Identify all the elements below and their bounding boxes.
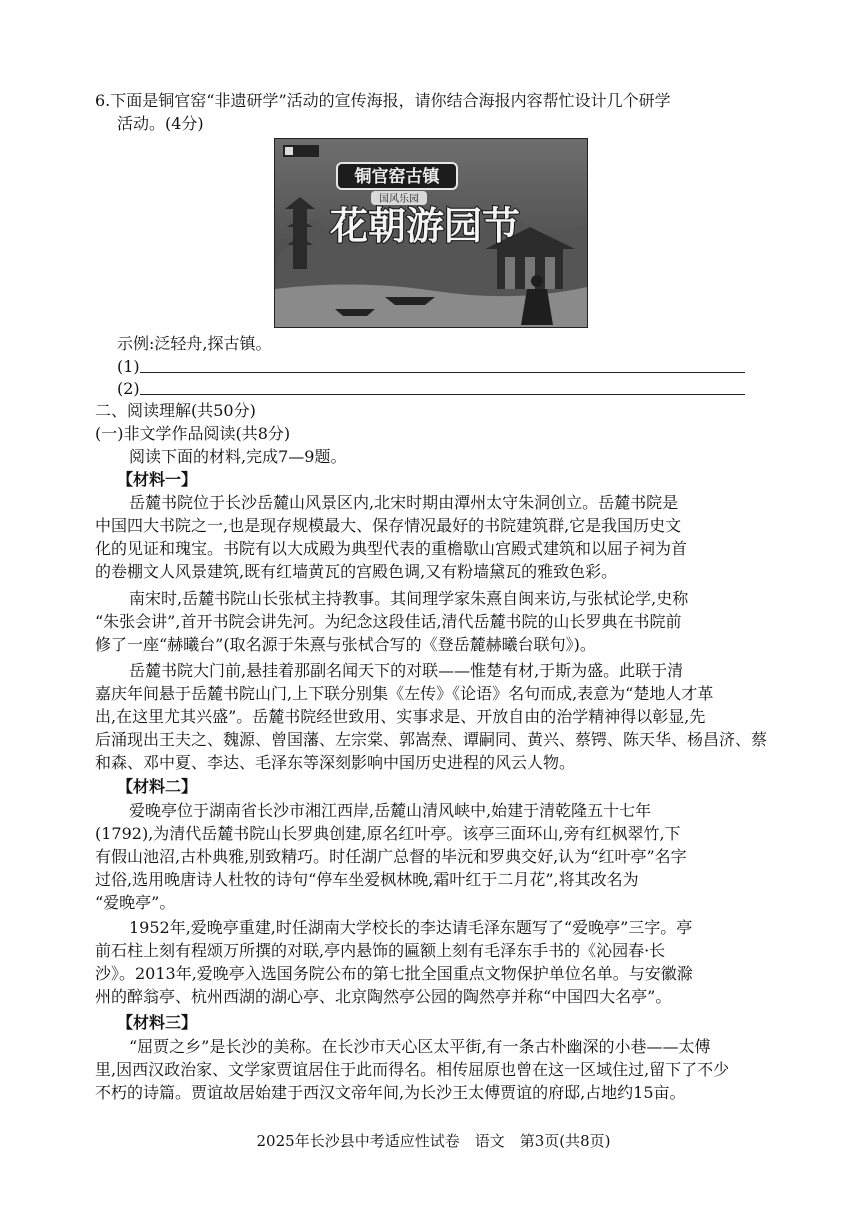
poster-illustration [275, 139, 587, 327]
section-2-sub1: (一)非文学作品阅读(共8分) [95, 424, 291, 443]
question-6-line-1: 6.下面是铜官窑“非遗研学”活动的宣传海报，请你结合海报内容帮忙设计几个研学 [95, 91, 671, 110]
material-3-line: 里,因西汉政治家、文学家贾谊居住于此而得名。相传屈原也曾在这一区域住过,留下了不少 [95, 1060, 730, 1079]
material-1-line: 岳麓书院大门前,悬挂着那副名闻天下的对联——惟楚有材,于斯为盛。此联于清 [129, 661, 684, 680]
material-1-line: 中国四大书院之一,也是现存规模最大、保存情况最好的书院建筑群,它是我国历史文 [95, 516, 682, 535]
material-3-label: 【材料三】 [117, 1013, 198, 1032]
answer-blank-2-label: (2) [117, 379, 140, 398]
material-1-line: 嘉庆年间悬于岳麓书院山门,上下联分别集《左传》《论语》名句而成,表意为“楚地人才革 [95, 684, 714, 703]
material-2-line: 过俗,选用晚唐诗人杜牧的诗句“停车坐爱枫林晚,霜叶红于二月花”,将其改名为 [95, 870, 639, 889]
material-1-line: 岳麓书院位于长沙岳麓山风景区内,北宋时期由潭州太守朱洞创立。岳麓书院是 [129, 493, 679, 512]
material-2-line: 州的醉翁亭、杭州西湖的湖心亭、北京陶然亭公园的陶然亭并称“中国四大名亭”。 [95, 987, 672, 1006]
answer-blank-1-label: (1) [117, 357, 140, 376]
material-2-line: “爱晚亭”。 [95, 893, 176, 912]
poster-title-main: 花朝游园节 [329, 204, 521, 248]
material-1-line: 南宋时,岳麓书院山长张栻主持教事。其间理学家朱熹自闽来访,与张栻论学,史称 [129, 589, 689, 608]
section-2-title: 二、阅读理解(共50分) [95, 401, 256, 420]
material-3-line: “屈贾之乡”是长沙的美称。在长沙市天心区太平街,有一条古朴幽深的小巷——太傅 [129, 1037, 711, 1056]
material-1-line: 的卷棚文人风景建筑,既有红墙黄瓦的宫殿色调,又有粉墙黛瓦的雅致色彩。 [95, 562, 618, 581]
material-1-line: 和森、邓中夏、李达、毛泽东等深刻影响中国历史进程的风云人物。 [95, 753, 576, 772]
answer-blank-1[interactable] [140, 372, 745, 373]
material-1-line: 化的见证和瑰宝。书院有以大成殿为典型代表的重檐歇山宫殿式建筑和以屈子祠为首 [95, 539, 688, 558]
material-1-line: “朱张会讲”,首开书院会讲先河。为纪念这段佳话,清代岳麓书院的山长罗典在书院前 [95, 612, 682, 631]
material-2-line: 爱晚亭位于湖南省长沙市湘江西岸,岳麓山清风峡中,始建于清乾隆五十七年 [129, 801, 652, 820]
question-6-line-2: 活动。(4分) [117, 114, 204, 133]
material-1-label: 【材料一】 [117, 470, 198, 489]
poster-subtitle: 国风乐园 [379, 194, 419, 205]
answer-blank-2[interactable] [140, 394, 745, 395]
example-answer: 示例:泛轻舟,探古镇。 [117, 334, 272, 353]
material-1-line: 出,在这里尤其兴盛”。岳麓书院经世致用、实事求是、开放自由的治学精神得以彰显,先 [95, 707, 706, 726]
page-footer: 2025年长沙县中考适应性试卷 语文 第3页(共8页) [256, 1132, 611, 1150]
material-2-line: 沙》。2013年,爱晚亭入选国务院公布的第七批全国重点文物保护单位名单。与安徽滁 [95, 964, 693, 983]
material-2-line: 有假山池沼,古朴典雅,别致精巧。时任湖广总督的毕沅和罗典交好,认为“红叶亭”名字 [95, 847, 687, 866]
material-1-line: 后涌现出王夫之、魏源、曾国藩、左宗棠、郭嵩焘、谭嗣同、黄兴、蔡锷、陈天华、杨昌济、蔡 [95, 730, 768, 749]
material-2-line: (1792),为清代岳麓书院山长罗典创建,原名红叶亭。该亭三面环山,旁有红枫翠竹,下 [95, 824, 681, 843]
material-1-line: 修了一座“赫曦台”(取名源于朱熹与张栻合写的《登岳麓赫曦台联句》)。 [95, 635, 596, 654]
material-3-line: 不朽的诗篇。贾谊故居始建于西汉文帝年间,为长沙王太傅贾谊的府邸,占地约15亩。 [95, 1083, 686, 1102]
event-poster-image [274, 138, 588, 328]
material-2-line: 前石柱上刻有程颂万所撰的对联,亭内悬饰的匾额上刻有毛泽东手书的《沁园春·长 [95, 941, 666, 960]
material-2-line: 1952年,爱晚亭重建,时任湖南大学校长的李达请毛泽东题写了“爱晚亭”三字。亭 [129, 918, 693, 937]
section-2-instruction: 阅读下面的材料,完成7—9题。 [129, 447, 347, 466]
material-2-label: 【材料二】 [117, 777, 198, 796]
poster-title-top: 铜官窑古镇 [354, 167, 440, 187]
